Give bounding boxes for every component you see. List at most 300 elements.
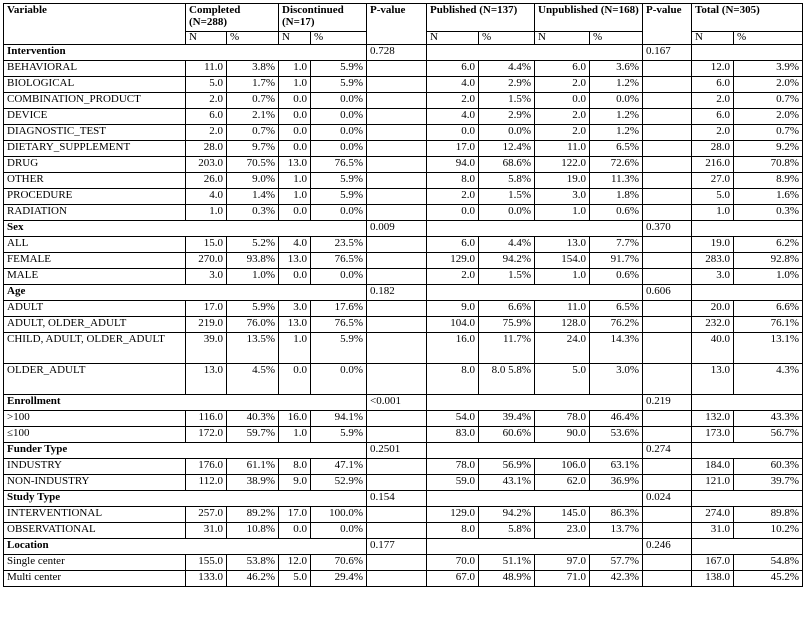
count-cell: 11.0 (535, 141, 590, 157)
p-value-cell: 0.274 (643, 443, 692, 459)
section-label: Sex (4, 221, 367, 237)
percent-cell: 76.5% (311, 317, 367, 333)
row-label: Single center (4, 555, 186, 571)
count-cell: 54.0 (427, 411, 479, 427)
count-cell: 70.0 (427, 555, 479, 571)
table-body (4, 45, 803, 587)
row-label: BIOLOGICAL (4, 77, 186, 93)
count-cell: 2.0 (427, 93, 479, 109)
count-cell: 128.0 (535, 317, 590, 333)
p-value-cell: 0.370 (643, 221, 692, 237)
percent-cell: 46.4% (590, 411, 643, 427)
percent-cell: 5.9% (311, 333, 367, 364)
percent-cell: 89.2% (227, 507, 279, 523)
empty-cell (367, 141, 427, 157)
count-cell: 6.0 (186, 109, 227, 125)
empty-cell (427, 45, 643, 61)
count-cell: 90.0 (535, 427, 590, 443)
count-cell: 1.0 (279, 189, 311, 205)
empty-cell (367, 475, 427, 491)
header-published: Published (N=137) (427, 4, 535, 32)
percent-cell: 94.2% (479, 507, 535, 523)
row-label: DIAGNOSTIC_TEST (4, 125, 186, 141)
percent-cell: 0.0% (479, 125, 535, 141)
count-cell: 2.0 (427, 269, 479, 285)
count-cell: 0.0 (279, 205, 311, 221)
count-cell: 19.0 (692, 237, 734, 253)
data-row (4, 507, 803, 523)
count-cell: 203.0 (186, 157, 227, 173)
percent-cell: 70.5% (227, 157, 279, 173)
count-cell: 17.0 (279, 507, 311, 523)
count-cell: 6.0 (692, 109, 734, 125)
count-cell: 112.0 (186, 475, 227, 491)
percent-cell: 0.0% (311, 205, 367, 221)
percent-cell: 5.9% (311, 189, 367, 205)
count-cell: 2.0 (186, 125, 227, 141)
count-cell: 1.0 (279, 173, 311, 189)
empty-cell (643, 411, 692, 427)
count-cell: 31.0 (692, 523, 734, 539)
p-value-cell: 0.728 (367, 45, 427, 61)
row-label: OBSERVATIONAL (4, 523, 186, 539)
empty-cell (367, 173, 427, 189)
count-cell: 17.0 (186, 301, 227, 317)
count-cell: 2.0 (535, 109, 590, 125)
row-label: CHILD, ADULT, OLDER_ADULT (4, 333, 186, 364)
row-label: ≤100 (4, 427, 186, 443)
count-cell: 1.0 (535, 269, 590, 285)
count-cell: 155.0 (186, 555, 227, 571)
count-cell: 184.0 (692, 459, 734, 475)
count-cell: 4.0 (186, 189, 227, 205)
count-cell: 26.0 (186, 173, 227, 189)
count-cell: 1.0 (279, 61, 311, 77)
row-label: COMBINATION_PRODUCT (4, 93, 186, 109)
data-row (4, 333, 803, 364)
empty-cell (367, 411, 427, 427)
data-row (4, 173, 803, 189)
empty-cell (643, 157, 692, 173)
empty-cell (367, 333, 427, 364)
subheader-pct: % (479, 32, 535, 45)
percent-cell: 92.8% (734, 253, 803, 269)
count-cell: 232.0 (692, 317, 734, 333)
percent-cell: 60.3% (734, 459, 803, 475)
percent-cell: 0.0% (311, 93, 367, 109)
count-cell: 27.0 (692, 173, 734, 189)
empty-cell (643, 459, 692, 475)
count-cell: 116.0 (186, 411, 227, 427)
data-row (4, 189, 803, 205)
percent-cell: 2.0% (734, 77, 803, 93)
percent-cell: 1.5% (479, 189, 535, 205)
data-row (4, 205, 803, 221)
count-cell: 2.0 (535, 77, 590, 93)
percent-cell: 11.7% (479, 333, 535, 364)
percent-cell: 23.5% (311, 237, 367, 253)
percent-cell: 0.0% (590, 93, 643, 109)
percent-cell: 89.8% (734, 507, 803, 523)
row-label: OTHER (4, 173, 186, 189)
empty-cell (643, 61, 692, 77)
count-cell: 121.0 (692, 475, 734, 491)
p-value-cell: 0.024 (643, 491, 692, 507)
count-cell: 19.0 (535, 173, 590, 189)
percent-cell: 8.0 5.8% (479, 364, 535, 395)
row-label: ADULT, OLDER_ADULT (4, 317, 186, 333)
p-value-cell: 0.246 (643, 539, 692, 555)
subheader-pct: % (311, 32, 367, 45)
percent-cell: 56.7% (734, 427, 803, 443)
row-label: MALE (4, 269, 186, 285)
count-cell: 13.0 (692, 364, 734, 395)
percent-cell: 86.3% (590, 507, 643, 523)
percent-cell: 76.5% (311, 253, 367, 269)
percent-cell: 40.3% (227, 411, 279, 427)
percent-cell: 100.0% (311, 507, 367, 523)
empty-cell (367, 507, 427, 523)
section-label: Enrollment (4, 395, 367, 411)
count-cell: 3.0 (186, 269, 227, 285)
empty-cell (643, 364, 692, 395)
data-row (4, 427, 803, 443)
empty-cell (692, 285, 803, 301)
percent-cell: 2.9% (479, 77, 535, 93)
percent-cell: 75.9% (479, 317, 535, 333)
row-label: PROCEDURE (4, 189, 186, 205)
header-total: Total (N=305) (692, 4, 803, 32)
percent-cell: 13.7% (590, 523, 643, 539)
empty-cell (367, 571, 427, 587)
count-cell: 16.0 (427, 333, 479, 364)
percent-cell: 76.5% (311, 157, 367, 173)
count-cell: 83.0 (427, 427, 479, 443)
data-row (4, 571, 803, 587)
row-label: DRUG (4, 157, 186, 173)
count-cell: 13.0 (186, 364, 227, 395)
p-value-cell: 0.167 (643, 45, 692, 61)
count-cell: 0.0 (535, 93, 590, 109)
percent-cell: 0.3% (734, 205, 803, 221)
data-row (4, 411, 803, 427)
p-value-cell: 0.154 (367, 491, 427, 507)
data-row (4, 317, 803, 333)
empty-cell (367, 269, 427, 285)
count-cell: 0.0 (279, 141, 311, 157)
percent-cell: 43.3% (734, 411, 803, 427)
data-row (4, 523, 803, 539)
row-label: DIETARY_SUPPLEMENT (4, 141, 186, 157)
empty-cell (643, 571, 692, 587)
count-cell: 0.0 (427, 125, 479, 141)
empty-cell (367, 61, 427, 77)
count-cell: 167.0 (692, 555, 734, 571)
row-label: ADULT (4, 301, 186, 317)
data-row (4, 364, 803, 395)
percent-cell: 10.8% (227, 523, 279, 539)
percent-cell: 1.0% (734, 269, 803, 285)
percent-cell: 4.4% (479, 61, 535, 77)
percent-cell: 43.1% (479, 475, 535, 491)
empty-cell (643, 475, 692, 491)
percent-cell: 52.9% (311, 475, 367, 491)
percent-cell: 5.8% (479, 523, 535, 539)
percent-cell: 1.6% (734, 189, 803, 205)
count-cell: 28.0 (692, 141, 734, 157)
percent-cell: 8.9% (734, 173, 803, 189)
percent-cell: 6.6% (734, 301, 803, 317)
count-cell: 0.0 (279, 93, 311, 109)
count-cell: 122.0 (535, 157, 590, 173)
empty-cell (692, 221, 803, 237)
data-row (4, 459, 803, 475)
row-label: Multi center (4, 571, 186, 587)
count-cell: 2.0 (692, 125, 734, 141)
percent-cell: 0.6% (590, 269, 643, 285)
subheader-pct: % (734, 32, 803, 45)
count-cell: 132.0 (692, 411, 734, 427)
empty-cell (643, 77, 692, 93)
data-row (4, 253, 803, 269)
empty-cell (367, 109, 427, 125)
row-label: INDUSTRY (4, 459, 186, 475)
empty-cell (427, 443, 643, 459)
count-cell: 23.0 (535, 523, 590, 539)
row-label: INTERVENTIONAL (4, 507, 186, 523)
count-cell: 12.0 (279, 555, 311, 571)
section-row (4, 443, 803, 459)
percent-cell: 94.1% (311, 411, 367, 427)
row-label: ALL (4, 237, 186, 253)
percent-cell: 0.0% (311, 141, 367, 157)
percent-cell: 2.9% (479, 109, 535, 125)
percent-cell: 1.5% (479, 93, 535, 109)
count-cell: 283.0 (692, 253, 734, 269)
count-cell: 11.0 (186, 61, 227, 77)
section-label: Location (4, 539, 367, 555)
percent-cell: 0.7% (227, 125, 279, 141)
percent-cell: 5.9% (227, 301, 279, 317)
percent-cell: 9.0% (227, 173, 279, 189)
count-cell: 9.0 (427, 301, 479, 317)
count-cell: 0.0 (427, 205, 479, 221)
count-cell: 11.0 (535, 301, 590, 317)
percent-cell: 76.0% (227, 317, 279, 333)
count-cell: 1.0 (279, 77, 311, 93)
empty-cell (692, 491, 803, 507)
percent-cell: 1.2% (590, 77, 643, 93)
count-cell: 1.0 (279, 333, 311, 364)
count-cell: 16.0 (279, 411, 311, 427)
count-cell: 145.0 (535, 507, 590, 523)
count-cell: 172.0 (186, 427, 227, 443)
count-cell: 0.0 (279, 109, 311, 125)
count-cell: 40.0 (692, 333, 734, 364)
percent-cell: 39.4% (479, 411, 535, 427)
percent-cell: 3.8% (227, 61, 279, 77)
empty-cell (643, 189, 692, 205)
count-cell: 8.0 (427, 364, 479, 395)
count-cell: 71.0 (535, 571, 590, 587)
percent-cell: 0.0% (311, 269, 367, 285)
empty-cell (427, 285, 643, 301)
empty-cell (367, 523, 427, 539)
count-cell: 15.0 (186, 237, 227, 253)
count-cell: 154.0 (535, 253, 590, 269)
percent-cell: 53.8% (227, 555, 279, 571)
percent-cell: 5.9% (311, 427, 367, 443)
count-cell: 257.0 (186, 507, 227, 523)
percent-cell: 2.0% (734, 109, 803, 125)
data-row (4, 141, 803, 157)
count-cell: 24.0 (535, 333, 590, 364)
data-row (4, 555, 803, 571)
count-cell: 216.0 (692, 157, 734, 173)
percent-cell: 46.2% (227, 571, 279, 587)
percent-cell: 0.7% (734, 93, 803, 109)
count-cell: 17.0 (427, 141, 479, 157)
count-cell: 2.0 (535, 125, 590, 141)
count-cell: 13.0 (279, 317, 311, 333)
empty-cell (643, 301, 692, 317)
empty-cell (367, 125, 427, 141)
section-label: Intervention (4, 45, 367, 61)
count-cell: 3.0 (279, 301, 311, 317)
row-label: RADIATION (4, 205, 186, 221)
row-label: NON-INDUSTRY (4, 475, 186, 491)
data-row (4, 269, 803, 285)
percent-cell: 1.5% (479, 269, 535, 285)
count-cell: 138.0 (692, 571, 734, 587)
count-cell: 20.0 (692, 301, 734, 317)
percent-cell: 3.0% (590, 364, 643, 395)
count-cell: 13.0 (279, 253, 311, 269)
count-cell: 59.0 (427, 475, 479, 491)
count-cell: 270.0 (186, 253, 227, 269)
percent-cell: 61.1% (227, 459, 279, 475)
count-cell: 5.0 (279, 571, 311, 587)
empty-cell (367, 317, 427, 333)
count-cell: 8.0 (279, 459, 311, 475)
header-pvalue-1: P-value (367, 4, 427, 45)
empty-cell (643, 333, 692, 364)
empty-cell (367, 459, 427, 475)
percent-cell: 12.4% (479, 141, 535, 157)
row-label: OLDER_ADULT (4, 364, 186, 395)
count-cell: 78.0 (427, 459, 479, 475)
empty-cell (367, 189, 427, 205)
percent-cell: 94.2% (479, 253, 535, 269)
percent-cell: 57.7% (590, 555, 643, 571)
section-row (4, 285, 803, 301)
empty-cell (643, 237, 692, 253)
count-cell: 3.0 (692, 269, 734, 285)
percent-cell: 6.6% (479, 301, 535, 317)
empty-cell (643, 253, 692, 269)
p-value-cell: 0.009 (367, 221, 427, 237)
count-cell: 133.0 (186, 571, 227, 587)
percent-cell: 3.9% (734, 61, 803, 77)
empty-cell (643, 269, 692, 285)
percent-cell: 48.9% (479, 571, 535, 587)
data-row (4, 157, 803, 173)
percent-cell: 17.6% (311, 301, 367, 317)
percent-cell: 10.2% (734, 523, 803, 539)
percent-cell: 0.7% (227, 93, 279, 109)
empty-cell (692, 539, 803, 555)
data-row (4, 301, 803, 317)
section-label: Age (4, 285, 367, 301)
percent-cell: 56.9% (479, 459, 535, 475)
row-label: FEMALE (4, 253, 186, 269)
percent-cell: 1.4% (227, 189, 279, 205)
percent-cell: 1.8% (590, 189, 643, 205)
count-cell: 13.0 (535, 237, 590, 253)
count-cell: 129.0 (427, 507, 479, 523)
percent-cell: 1.0% (227, 269, 279, 285)
empty-cell (367, 237, 427, 253)
percent-cell: 3.6% (590, 61, 643, 77)
count-cell: 5.0 (692, 189, 734, 205)
header-discontinued: Discontinued (N=17) (279, 4, 367, 32)
percent-cell: 14.3% (590, 333, 643, 364)
count-cell: 94.0 (427, 157, 479, 173)
count-cell: 4.0 (279, 237, 311, 253)
percent-cell: 60.6% (479, 427, 535, 443)
p-value-cell: 0.606 (643, 285, 692, 301)
percent-cell: 38.9% (227, 475, 279, 491)
percent-cell: 0.0% (311, 125, 367, 141)
empty-cell (643, 317, 692, 333)
empty-cell (427, 395, 643, 411)
percent-cell: 11.3% (590, 173, 643, 189)
percent-cell: 9.7% (227, 141, 279, 157)
count-cell: 1.0 (279, 427, 311, 443)
count-cell: 219.0 (186, 317, 227, 333)
row-label: >100 (4, 411, 186, 427)
count-cell: 2.0 (186, 93, 227, 109)
empty-cell (427, 221, 643, 237)
percent-cell: 5.2% (227, 237, 279, 253)
empty-cell (367, 157, 427, 173)
count-cell: 4.0 (427, 77, 479, 93)
p-value-cell: 0.219 (643, 395, 692, 411)
percent-cell: 29.4% (311, 571, 367, 587)
empty-cell (692, 395, 803, 411)
subheader-pct: % (227, 32, 279, 45)
empty-cell (643, 173, 692, 189)
count-cell: 2.0 (692, 93, 734, 109)
percent-cell: 4.4% (479, 237, 535, 253)
count-cell: 12.0 (692, 61, 734, 77)
count-cell: 9.0 (279, 475, 311, 491)
subheader-n: N (279, 32, 311, 45)
percent-cell: 1.2% (590, 125, 643, 141)
empty-cell (367, 555, 427, 571)
percent-cell: 6.2% (734, 237, 803, 253)
count-cell: 4.0 (427, 109, 479, 125)
count-cell: 62.0 (535, 475, 590, 491)
percent-cell: 39.7% (734, 475, 803, 491)
count-cell: 173.0 (692, 427, 734, 443)
section-row (4, 395, 803, 411)
count-cell: 8.0 (427, 173, 479, 189)
subheader-n: N (427, 32, 479, 45)
empty-cell (692, 45, 803, 61)
count-cell: 97.0 (535, 555, 590, 571)
empty-cell (367, 93, 427, 109)
